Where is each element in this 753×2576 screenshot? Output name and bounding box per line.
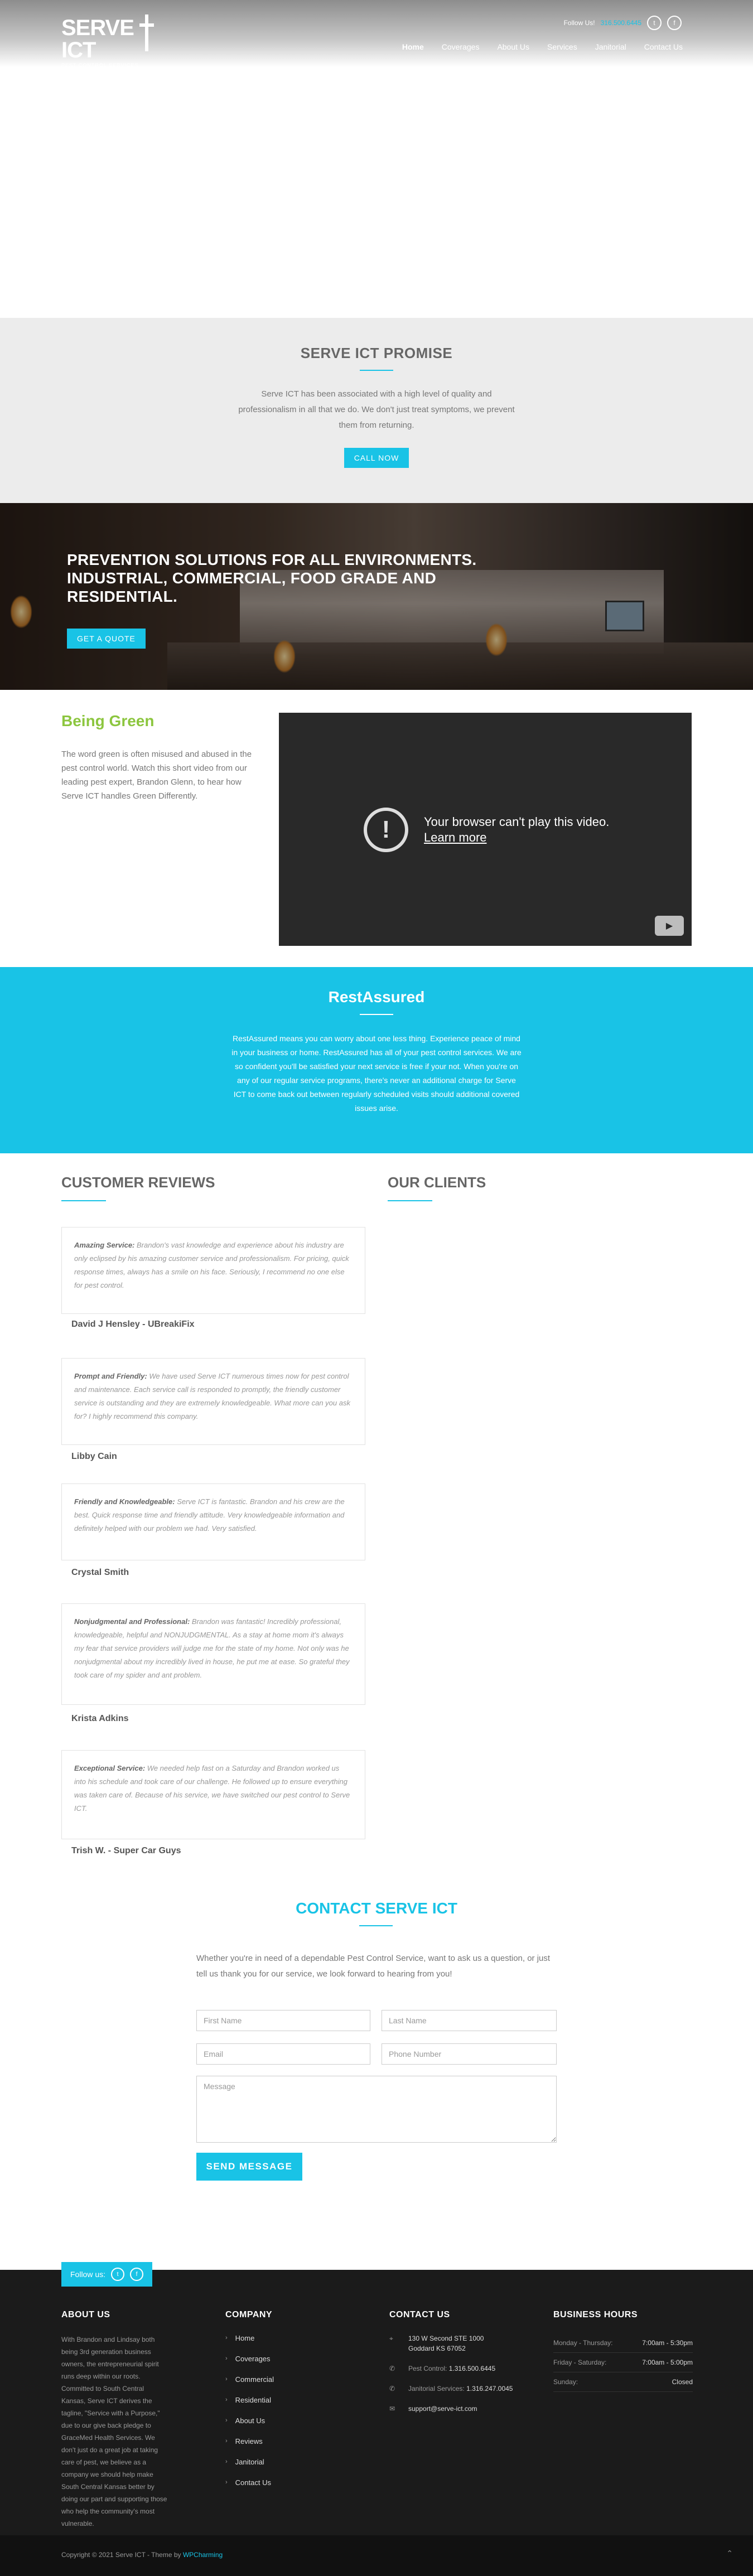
review-card [61,1750,365,1839]
title-underline [61,1200,106,1201]
footer-hours-title: BUSINESS HOURS [553,2310,638,2319]
chevron-right-icon: › [225,2458,228,2465]
review-text: Serve ICT is fantastic. Brandon and his crew are the best. Quick response time and friendly attitude. Very knowledgeable information and definitely helped with our problem we had. Very satisfied. [74,1497,345,1533]
footer-link-label: Home [235,2334,255,2342]
footer-email[interactable]: support@serve-ict.com [408,2405,477,2413]
green-text: The word green is often misused and abused in the pest control world. Watch this short video from our leading pest expert, Brandon Glenn, to hear how Serve ICT handles Green Differently. [61,750,252,801]
twitter-icon[interactable]: t [647,16,662,30]
footer-link-label: Reviews [235,2437,263,2445]
footer-link-label: Residential [235,2396,271,2404]
chevron-right-icon: › [225,2335,228,2341]
hero-area [0,67,753,318]
review-card [61,1483,365,1560]
hours-time: 7:00am - 5:00pm [642,2358,693,2366]
video-player[interactable] [279,713,692,946]
review-author: David J Hensley - UBreakiFix [71,1320,195,1329]
contact-title: CONTACT SERVE ICT [296,1900,457,1917]
video-error-text: Your browser can't play this video. [424,815,610,829]
review-author: Crystal Smith [71,1568,129,1577]
address-line-2: Goddard KS 67052 [408,2345,466,2352]
footer-link[interactable] [225,2452,274,2472]
footer-company-links [225,2328,274,2493]
rest-assured-section [0,967,753,1153]
footer-contact-info [389,2333,513,2424]
prevention-banner [0,503,753,690]
review-lead: Nonjudgmental and Professional: [74,1617,190,1626]
site-header [0,0,753,67]
reviews-title: CUSTOMER REVIEWS [61,1174,215,1191]
review-lead: Prompt and Friendly: [74,1372,147,1380]
review-card [61,1603,365,1705]
email-field[interactable] [196,2043,370,2065]
review-lead: Friendly and Knowledgeable: [74,1497,175,1506]
facebook-icon[interactable]: f [667,16,682,30]
chevron-right-icon: › [225,2438,228,2444]
site-footer [0,2270,753,2535]
footer-link[interactable] [225,2431,274,2452]
review-text: Brandon's vast knowledge and experience about his industry are only eclipsed by his amazing customer service and professionalism. For pricing, quick response times, always has a smile on his face. Seriously, I recommend no one else for pest control. [74,1241,349,1289]
promise-title: SERVE ICT PROMISE [300,345,453,361]
footer-link-label: Contact Us [235,2478,271,2487]
nav-coverages[interactable]: Coverages [441,42,480,51]
envelope-icon: ✉ [389,2405,395,2413]
theme-author-link[interactable]: WPCharming [182,2551,223,2559]
hours-time: 7:00am - 5:30pm [642,2339,693,2347]
review-author: Krista Adkins [71,1714,129,1723]
cross-bar-icon [139,23,154,27]
footer-link[interactable] [225,2472,274,2493]
get-quote-button[interactable]: GET A QUOTE [67,629,146,649]
video-learn-more-link[interactable]: Learn more [424,830,487,844]
last-name-field[interactable] [382,2010,557,2031]
call-now-button[interactable]: CALL NOW [344,448,409,468]
logo-text: SERVE ICT [61,16,134,62]
clients-title: OUR CLIENTS [388,1174,486,1191]
copyright-label: Copyright © 2021 Serve ICT - Theme by [61,2551,181,2559]
rest-text: RestAssured means you can worry about one less thing. Experience peace of mind in your business or home. RestAssured has all of your pest control services. We are so confident you'll be satisfied your next service is free if your not. When you're on any of our regular service programs, there's never an additional charge for Serve ICT to come back out between regularly scheduled visits should additional covered issues arise. [231,1034,522,1113]
review-author: Trish W. - Super Car Guys [71,1846,181,1855]
promise-text: Serve ICT has been associated with a high level of quality and professionalism in all that we do. We don't just treat symptoms, we prevent them from returning. [238,389,515,430]
hours-day: Monday - Thursday: [553,2339,613,2347]
footer-link-label: Coverages [235,2355,271,2363]
nav-contact[interactable]: Contact Us [644,42,683,51]
hours-day: Sunday: [553,2378,578,2386]
header-follow [564,16,682,30]
footer-link[interactable] [225,2328,274,2348]
logo-tagline: PEST CONTROL SERVICES [61,62,139,68]
footer-link-label: About Us [235,2416,266,2425]
footer-about-title: ABOUT US [61,2310,110,2319]
review-text: Brandon was fantastic! Incredibly professional, knowledgeable, helpful and NONJUDGMENTAL. As a stay at home mom it's always my fear that service providers will judge me for the state of my home. Not only was he nonjudgmental about my incredibly lived in house, he put me at ease. So grateful they took care of my spider and ant problem. [74,1617,350,1679]
review-author: Libby Cain [71,1452,117,1461]
footer-about-text: With Brandon and Lindsay both being 3rd generation business owners, the entrepreneurial spirit runs deep within our roots. Committed to South Central Kansas, Serve ICT derives the tagline, "Service with a Purpose," due to our give back pledge to GraceMed Health Services. We don't just do a great job at taking care of pest, we believe as a company we should help make South Central Kansas better by doing our part and supporting those who help the community's most vulnerable. [61,2336,167,2527]
review-text: We needed help fast on a Saturday and Brandon worked us into his schedule and took care of our challenge. He followed up to ensure everything was taken care of. Because of his service, we have switched our pest control to Serve ICT. [74,1764,350,1813]
copyright-text [61,2551,223,2559]
hours-day: Friday - Saturday: [553,2358,607,2366]
send-message-button[interactable]: SEND MESSAGE [196,2153,302,2181]
alert-icon: ! [364,808,408,852]
banner-heading: PREVENTION SOLUTIONS FOR ALL ENVIRONMENTS. INDUSTRIAL, COMMERCIAL, FOOD GRADE AND RESIDENTIAL. [67,551,477,605]
janitorial-label: Janitorial Services: [408,2385,465,2393]
footer-follow-badge [61,2262,152,2287]
pest-label: Pest Control: [408,2365,447,2372]
twitter-icon[interactable]: t [111,2268,124,2281]
footer-company-title: COMPANY [225,2310,273,2319]
nav-services[interactable]: Services [547,42,577,51]
footer-link-label: Commercial [235,2375,274,2384]
main-nav [393,40,692,54]
footer-follow-label: Follow us: [70,2270,106,2279]
phone-icon: ✆ [389,2385,395,2393]
nav-home[interactable]: Home [402,42,424,51]
cross-icon [145,15,148,51]
footer-contact-title: CONTACT US [389,2310,450,2319]
business-hours [553,2333,693,2392]
title-underline [360,370,393,371]
footer-bottom-bar [0,2535,753,2576]
first-name-field[interactable] [196,2010,370,2031]
message-field[interactable] [196,2076,557,2143]
nav-janitorial[interactable]: Janitorial [595,42,626,51]
header-phone[interactable]: 316.500.6445 [600,19,641,27]
title-underline [360,1014,393,1015]
review-card [61,1227,365,1314]
contact-text: Whether you're in need of a dependable Pest Control Service, want to ask us a question, or just tell us thank you for our service, we look forward to hearing from you! [196,1954,551,1979]
footer-link[interactable] [225,2348,274,2369]
chevron-right-icon: › [225,2355,228,2362]
facebook-icon[interactable]: f [130,2268,143,2281]
green-title: Being Green [61,712,155,729]
review-lead: Amazing Service: [74,1241,135,1249]
back-to-top-icon[interactable]: ⌃ [726,2549,733,2558]
janitorial-phone[interactable]: 1.316.247.0045 [466,2385,513,2393]
video-error [364,808,609,852]
promise-section [0,318,753,503]
pest-phone[interactable]: 1.316.500.6445 [448,2365,496,2372]
map-marker-icon: ⌖ [389,2335,393,2342]
title-underline [359,1925,393,1926]
rest-title: RestAssured [328,988,425,1006]
footer-link[interactable] [225,2369,274,2390]
title-underline [388,1200,432,1201]
footer-link-label: Janitorial [235,2458,264,2466]
review-card [61,1358,365,1445]
chevron-right-icon: › [225,2396,228,2403]
phone-field[interactable] [382,2043,557,2065]
address-line-1: 130 W Second STE 1000 [408,2335,484,2342]
review-text: We have used Serve ICT numerous times now for pest control and maintenance. Each service call is responded to promptly, the friendly customer service is outstanding and they are extremely knowledgeable. What more can you ask for? I highly recommend this company. [74,1372,350,1420]
youtube-icon[interactable]: ▶ [655,916,684,936]
footer-link[interactable] [225,2390,274,2410]
chevron-right-icon: › [225,2479,228,2486]
review-lead: Exceptional Service: [74,1764,146,1772]
footer-link[interactable] [225,2410,274,2431]
hours-time: Closed [672,2378,693,2386]
follow-label: Follow Us! [563,19,595,27]
phone-icon: ✆ [389,2365,395,2372]
nav-about[interactable]: About Us [497,42,530,51]
chevron-right-icon: › [225,2417,228,2424]
site-logo[interactable] [61,16,151,68]
chevron-right-icon: › [225,2376,228,2382]
